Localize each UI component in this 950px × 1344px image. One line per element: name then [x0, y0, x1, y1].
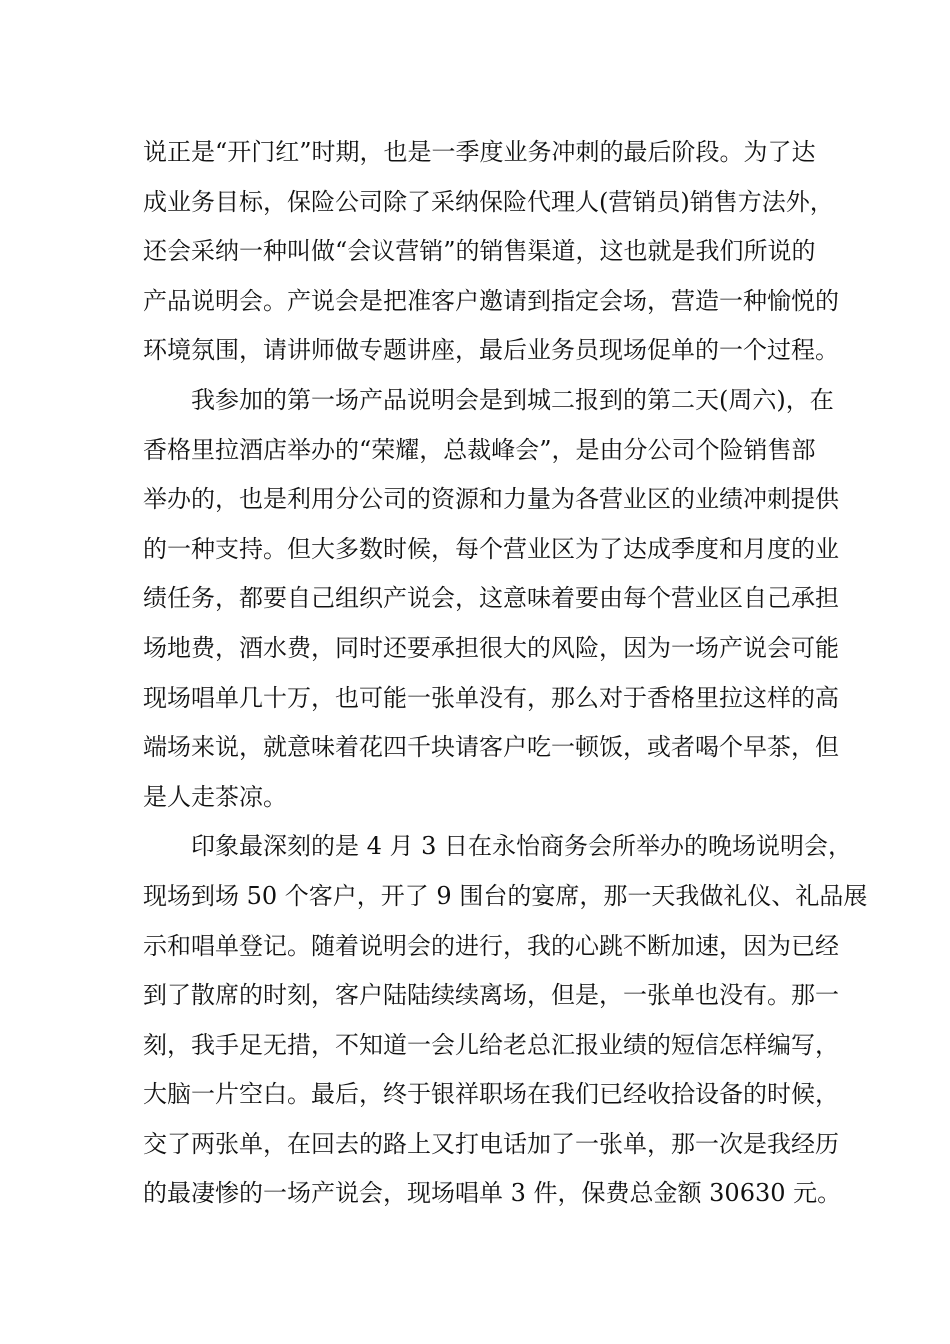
paragraph-2-line-8: 端场来说，就意味着花四千块请客户吃一顿饭，或者喝个早茶，但: [143, 733, 839, 762]
paragraph-3-line-7: 交了两张单，在回去的路上又打电话加了一张单，那一次是我经历: [143, 1129, 839, 1158]
paragraph-3-line-2: 现场到场 50 个客户，开了 9 围台的宴席，那一天我做礼仪、礼品展: [143, 881, 868, 910]
paragraph-2-line-2: 香格里拉酒店举办的“荣耀，总裁峰会”，是由分公司个险销售部: [143, 435, 816, 464]
paragraph-1-line-2: 成业务目标，保险公司除了采纳保险代理人(营销员)销售方法外，: [143, 187, 834, 216]
paragraph-1-line-1: 说正是“开门红”时期，也是一季度业务冲刺的最后阶段。为了达: [143, 138, 816, 166]
paragraph-1-line-4: 产品说明会。产说会是把准客户邀请到指定会场，营造一种愉悦的: [143, 286, 839, 315]
paragraph-3-line-6: 大脑一片空白。最后，终于银祥职场在我们已经收拾设备的时候，: [143, 1080, 839, 1109]
paragraph-2-line-3: 举办的，也是利用分公司的资源和力量为各营业区的业绩冲刺提供: [143, 485, 839, 514]
paragraph-3-line-4: 到了散席的时刻，客户陆陆续续离场，但是，一张单也没有。那一: [143, 981, 839, 1010]
paragraph-2-line-1: 我参加的第一场产品说明会是到城二报到的第二天(周六)，在: [143, 385, 834, 414]
paragraph-2-line-9: 是人走茶凉。: [143, 782, 287, 811]
paragraph-3-line-1: 印象最深刻的是 4 月 3 日在永怡商务会所举办的晚场说明会，: [143, 832, 853, 861]
paragraph-2-line-5: 绩任务，都要自己组织产说会，这意味着要由每个营业区自己承担: [143, 584, 839, 613]
paragraph-2-line-4: 的一种支持。但大多数时候，每个营业区为了达成季度和月度的业: [143, 534, 839, 563]
paragraph-3-line-5: 刻，我手足无措，不知道一会儿给老总汇报业绩的短信怎样编写，: [143, 1030, 839, 1059]
paragraph-3-line-8: 的最凄惨的一场产说会，现场唱单 3 件，保费总金额 30630 元。: [143, 1179, 842, 1208]
paragraph-2-line-6: 场地费，酒水费，同时还要承担很大的风险，因为一场产说会可能: [143, 633, 839, 662]
body-text: [143, 128, 868, 1219]
paragraph-3-line-3: 示和唱单登记。随着说明会的进行，我的心跳不断加速，因为已经: [143, 931, 839, 960]
paragraph-1-line-5: 环境氛围，请讲师做专题讲座，最后业务员现场促单的一个过程。: [143, 336, 839, 365]
paragraph-1-line-3: 还会采纳一种叫做“会议营销”的销售渠道，这也就是我们所说的: [143, 237, 816, 266]
paragraph-2-line-7: 现场唱单几十万，也可能一张单没有，那么对于香格里拉这样的高: [143, 683, 839, 712]
